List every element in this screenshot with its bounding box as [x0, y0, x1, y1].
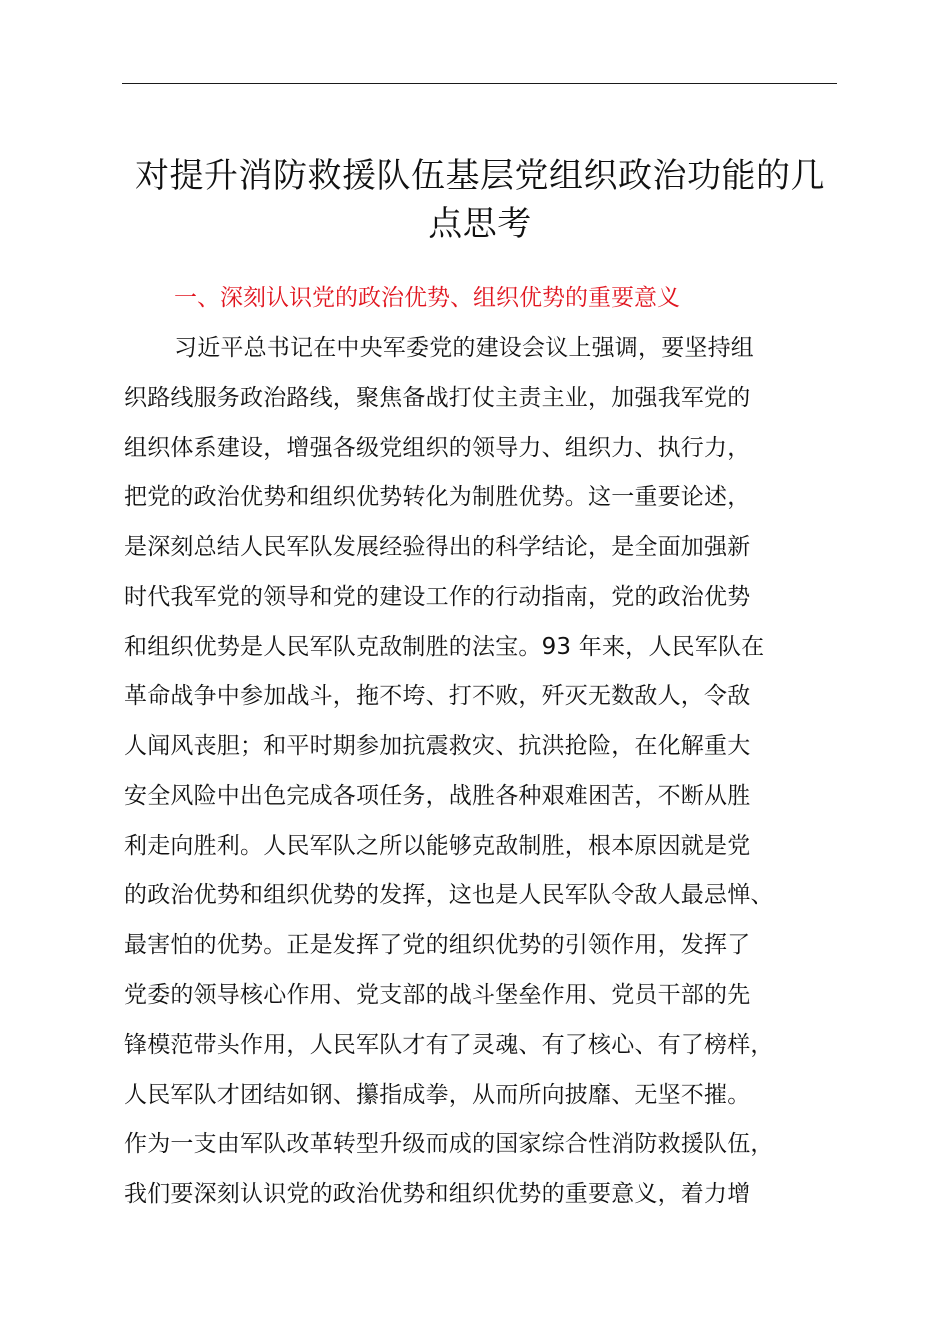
- paragraph-line: 组织体系建设，增强各级党组织的领导力、组织力、执行力，: [124, 435, 751, 461]
- paragraph-line: 和组织优势是人民军队克敌制胜的法宝。93 年来，人民军队在: [124, 634, 765, 660]
- paragraph-line: 把党的政治优势和组织优势转化为制胜优势。这一重要论述，: [124, 484, 751, 510]
- document-title-line-1: 对提升消防救援队伍基层党组织政治功能的几: [135, 156, 825, 196]
- paragraph-line: 的政治优势和组织优势的发挥，这也是人民军队令敌人最忌惮、: [124, 882, 774, 908]
- document-title-line-2: 点思考: [428, 204, 532, 244]
- paragraph-line: 我们要深刻认识党的政治优势和组织优势的重要意义，着力增: [124, 1181, 751, 1207]
- paragraph-line: 最害怕的优势。正是发挥了党的组织优势的引领作用，发挥了: [124, 932, 751, 958]
- paragraph-line: 革命战争中参加战斗，拖不垮、打不败，歼灭无数敌人，令敌: [124, 683, 751, 709]
- paragraph-line: 安全风险中出色完成各项任务，战胜各种艰难困苦，不断从胜: [124, 783, 751, 809]
- paragraph-line: 时代我军党的领导和党的建设工作的行动指南，党的政治优势: [124, 584, 751, 610]
- paragraph-line: 锋模范带头作用，人民军队才有了灵魂、有了核心、有了榜样，: [124, 1032, 774, 1058]
- paragraph-line: 利走向胜利。人民军队之所以能够克敌制胜，根本原因就是党: [124, 833, 751, 859]
- paragraph-line: 习近平总书记在中央军委党的建设会议上强调，要坚持组: [174, 335, 754, 361]
- paragraph-line: 作为一支由军队改革转型升级而成的国家综合性消防救援队伍，: [124, 1131, 774, 1157]
- paragraph-line: 织路线服务政治路线，聚焦备战打仗主责主业，加强我军党的: [124, 385, 751, 411]
- section-heading-1: 一、深刻认识党的政治优势、组织优势的重要意义: [174, 285, 680, 311]
- header-rule: [122, 83, 837, 84]
- paragraph-line: 人闻风丧胆；和平时期参加抗震救灾、抗洪抢险，在化解重大: [124, 733, 751, 759]
- paragraph-line: 党委的领导核心作用、党支部的战斗堡垒作用、党员干部的先: [124, 982, 751, 1008]
- paragraph-line: 人民军队才团结如钢、攥指成拳，从而所向披靡、无坚不摧。: [124, 1082, 751, 1108]
- paragraph-line: 是深刻总结人民军队发展经验得出的科学结论，是全面加强新: [124, 534, 751, 560]
